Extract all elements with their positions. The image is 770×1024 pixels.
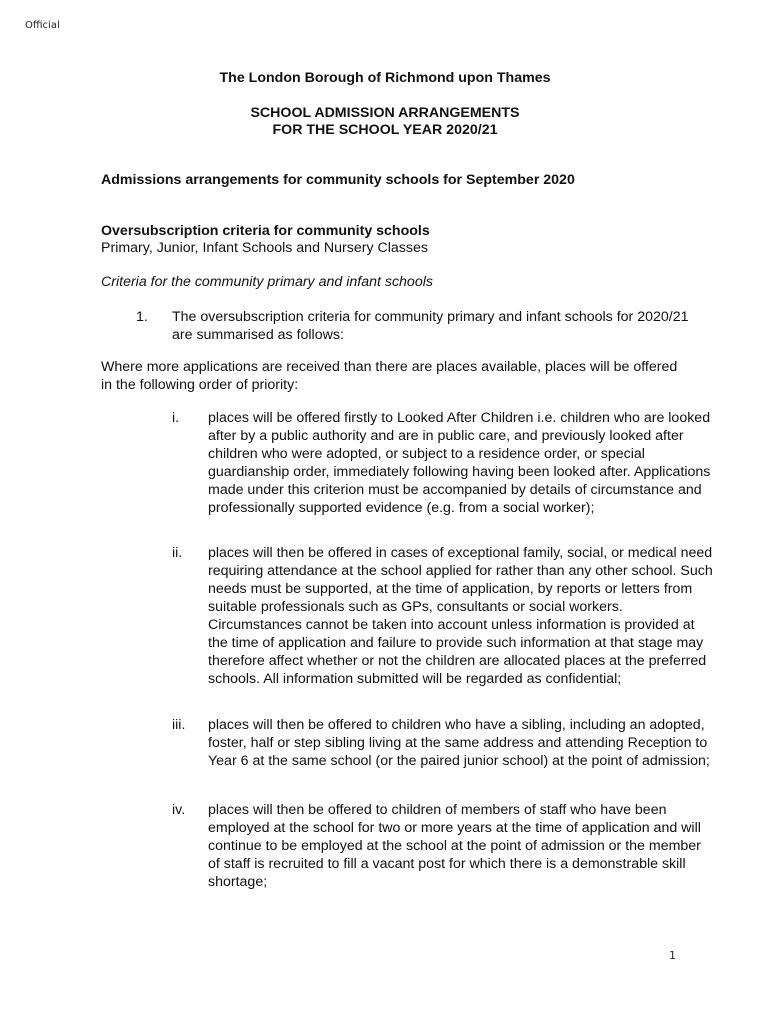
intro-paragraph: Where more applications are received than there are places available, places will be offered in the following order of priority: xyxy=(101,359,678,393)
authority-title: The London Borough of Richmond upon Thames xyxy=(219,70,551,86)
criterion-label-iii: iii. xyxy=(172,717,186,733)
document-title-line-2: FOR THE SCHOOL YEAR 2020/21 xyxy=(272,122,498,138)
school-types-subheading: Primary, Junior, Infant Schools and Nursery Classes xyxy=(101,240,428,256)
document-title-line-1: SCHOOL ADMISSION ARRANGEMENTS xyxy=(250,105,520,121)
point-number: 1. xyxy=(136,309,148,325)
criterion-label-iv: iv. xyxy=(172,802,186,818)
classification-label: Official xyxy=(25,20,60,31)
criterion-label-ii: ii. xyxy=(172,545,183,561)
page-number: 1 xyxy=(669,949,676,962)
section-heading: Admissions arrangements for community schools for September 2020 xyxy=(101,172,575,188)
oversubscription-heading: Oversubscription criteria for community schools xyxy=(101,223,430,239)
criteria-italic-heading: Criteria for the community primary and infant schools xyxy=(101,274,433,290)
criterion-text-ii: places will then be offered in cases of exceptional family, social, or medical need requiring attendance at the school applied for rather than any other school. Such needs must be supported, at the time of application, by reports or letters from suitable professionals such as GPs, consultants or social workers. Circumstances cannot be taken into account unless information is provided at the time of application and failure to provide such information at that stage may therefore affect whether or not the children are allocated places at the preferred schools. All information submitted will be regarded as confidential; xyxy=(208,545,713,687)
criterion-text-iv: places will then be offered to children of members of staff who have been employed at the school for two or more years at the time of application and will continue to be employed at the school at the point of admission or the member of staff is recruited to fill a vacant post for which there is a demonstrable skill shortage; xyxy=(208,802,701,890)
point-text: The oversubscription criteria for community primary and infant schools for 2020/21 are summarised as follows: xyxy=(172,309,689,343)
criterion-label-i: i. xyxy=(172,410,180,426)
criterion-text-i: places will be offered firstly to Looked After Children i.e. children who are looked after by a public authority and are in public care, and previously looked after children who were adopted, or subject to a residence order, or special guardianship order, immediately following having been looked after. Applications made under this criterion must be accompanied by details of circumstance and professionally supported evidence (e.g. from a social worker); xyxy=(208,410,711,516)
criterion-text-iii: places will then be offered to children who have a sibling, including an adopted, foster, half or step sibling living at the same address and attending Reception to Year 6 at the same school (or the paired junior school) at the point of admission; xyxy=(208,717,710,769)
